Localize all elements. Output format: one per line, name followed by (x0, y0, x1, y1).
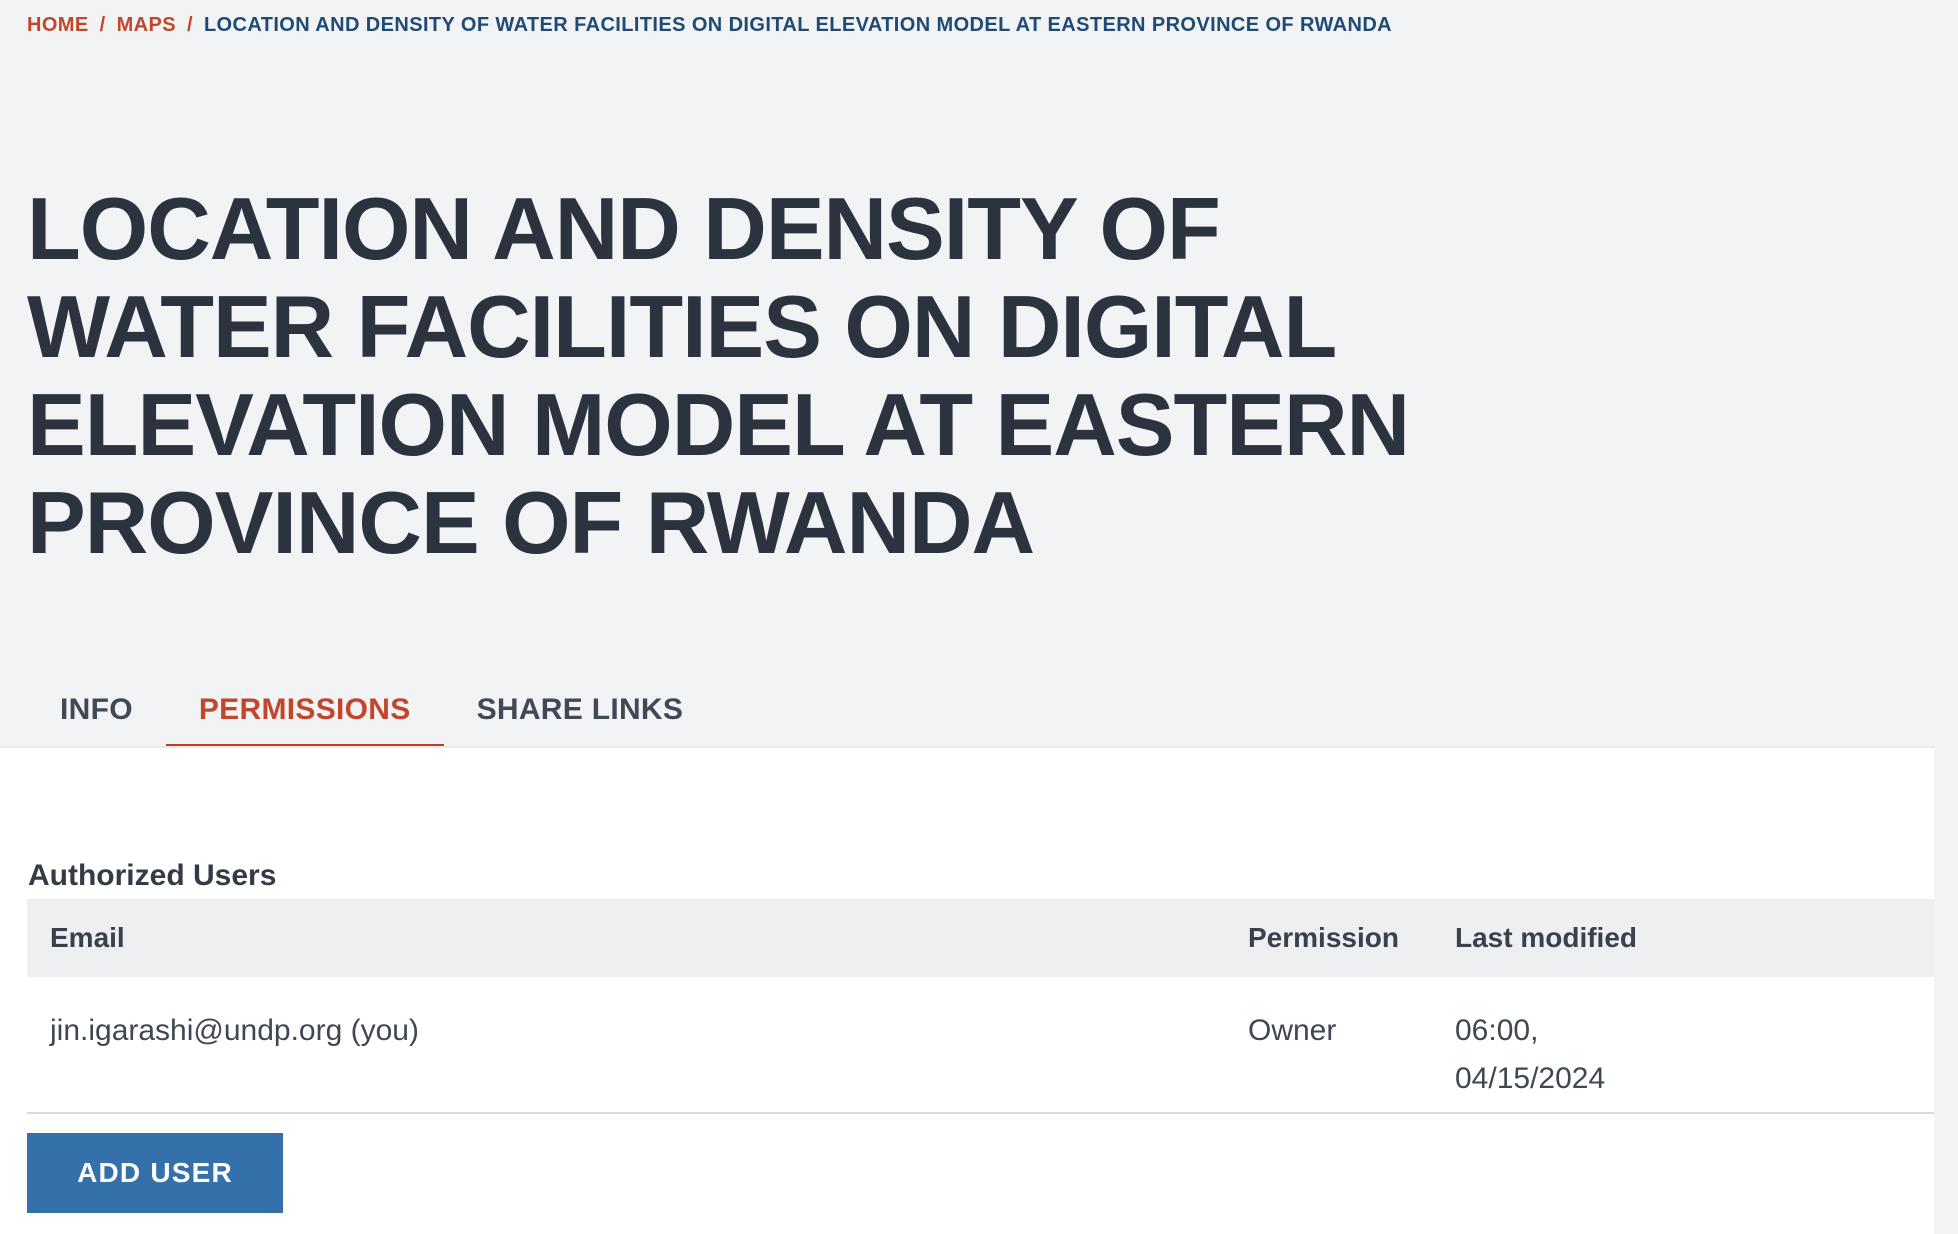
table-header-row (27, 899, 1934, 977)
page-title-line: PROVINCE OF RWANDA (27, 473, 1035, 572)
breadcrumb-current-page: LOCATION AND DENSITY OF WATER FACILITIES ON DIGITAL ELEVATION MODEL AT EASTERN PROVINCE OF RWANDA (203, 14, 1393, 36)
tab-info[interactable]: INFO (60, 693, 133, 726)
user-last-modified-cell (1432, 1007, 1934, 1103)
scrollbar-track[interactable] (1934, 746, 1958, 1234)
tab-share-links[interactable]: SHARE LINKS (476, 693, 684, 726)
breadcrumb-separator: / (186, 14, 193, 36)
column-header-email: Email (50, 922, 125, 953)
user-email-cell: jin.igarashi@undp.org (you) (50, 1014, 419, 1047)
table-row (27, 977, 1934, 1114)
breadcrumb-link-home[interactable]: HOME (27, 14, 89, 36)
column-header-permission: Permission (1248, 922, 1399, 953)
tab-bar (27, 683, 716, 748)
breadcrumb-link-maps[interactable]: MAPS (116, 14, 176, 36)
breadcrumb (0, 0, 1958, 37)
user-permission-cell: Owner (1248, 1014, 1337, 1047)
authorized-users-heading: Authorized Users (28, 859, 277, 892)
tab-permissions[interactable]: PERMISSIONS (166, 683, 444, 748)
column-header-last-modified: Last modified (1455, 922, 1638, 953)
permissions-panel (0, 748, 1958, 1213)
add-user-button[interactable]: ADD USER (27, 1133, 283, 1213)
page-title (27, 180, 1958, 572)
page-title-line: WATER FACILITIES ON DIGITAL (27, 277, 1337, 376)
breadcrumb-separator: / (99, 14, 106, 36)
page-title-line: LOCATION AND DENSITY OF (27, 179, 1220, 278)
authorized-users-table (27, 899, 1934, 1114)
last-modified-time: 06:00, (1455, 1014, 1539, 1047)
page-title-line: ELEVATION MODEL AT EASTERN (27, 375, 1410, 474)
last-modified-date: 04/15/2024 (1455, 1062, 1606, 1095)
